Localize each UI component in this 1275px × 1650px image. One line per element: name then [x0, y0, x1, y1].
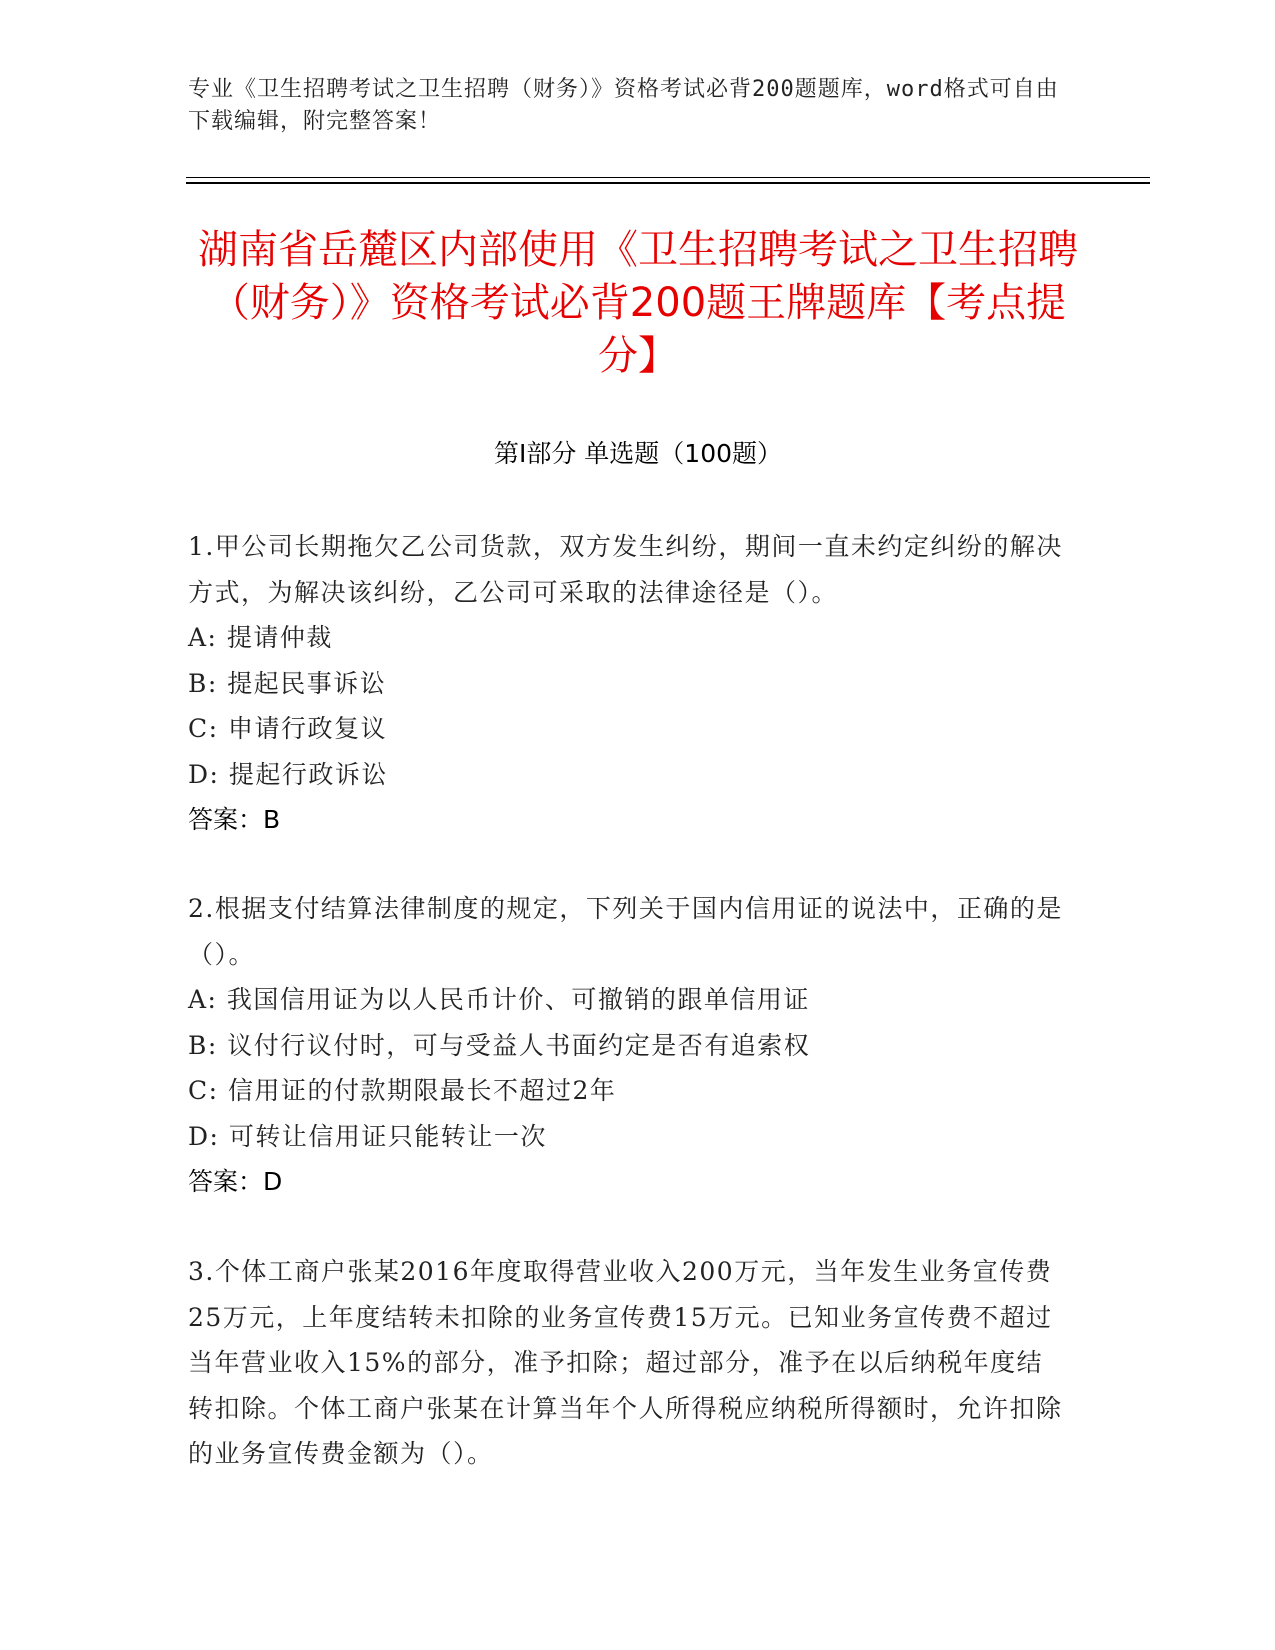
section-heading: 第I部分 单选题（100题） [493, 439, 783, 468]
option-b: B: 提起民事诉讼 [188, 668, 387, 698]
option-b: B: 议付行议付时，可与受益人书面约定是否有追索权 [188, 1030, 811, 1060]
option-c: C: 申请行政复议 [188, 714, 387, 743]
option-d: D: 提起行政诉讼 [188, 759, 388, 789]
answer-line: 答案：B [188, 805, 281, 834]
question-3 [188, 1249, 1068, 1477]
option-a: A: 提请仲裁 [188, 623, 333, 652]
question-2 [188, 886, 1068, 1205]
question-stem: 3.个体工商户张某2016年度取得营业收入200万元，当年发生业务宣传费25万元，上年度结转未扣除的业务宣传费15万元。已知业务宣传费不超过当年营业收入15%的部分，准予扣除；超过部分，准予在以后纳税年度结转扣除。个体工商户张某在计算当年个人所得税应纳税所得额时，允许扣除的业务宣传费金额为（）。 [188, 1257, 1063, 1468]
option-a: A: 我国信用证为以人民币计价、可撤销的跟单信用证 [188, 985, 810, 1014]
document-title: 湖南省岳麓区内部使用《卫生招聘考试之卫生招聘（财务）》资格考试必背200题王牌题库【考点提分】 [198, 227, 1078, 379]
option-d: D: 可转让信用证只能转让一次 [188, 1121, 547, 1151]
question-1 [188, 524, 1068, 843]
question-stem: 1.甲公司长期拖欠乙公司货款，双方发生纠纷，期间一直未约定纠纷的解决方式，为解决该纠纷，乙公司可采取的法律途径是（）。 [188, 532, 1063, 607]
header-divider-thin [186, 177, 1150, 178]
header-note: 专业《卫生招聘考试之卫生招聘（财务）》资格考试必背200题题库，word格式可自由下载编辑，附完整答案！ [188, 77, 1059, 134]
option-c: C: 信用证的付款期限最长不超过2年 [188, 1076, 617, 1105]
question-stem: 2.根据支付结算法律制度的规定，下列关于国内信用证的说法中，正确的是（）。 [188, 894, 1063, 969]
header-divider-thick [186, 182, 1150, 184]
answer-line: 答案：D [188, 1167, 283, 1196]
